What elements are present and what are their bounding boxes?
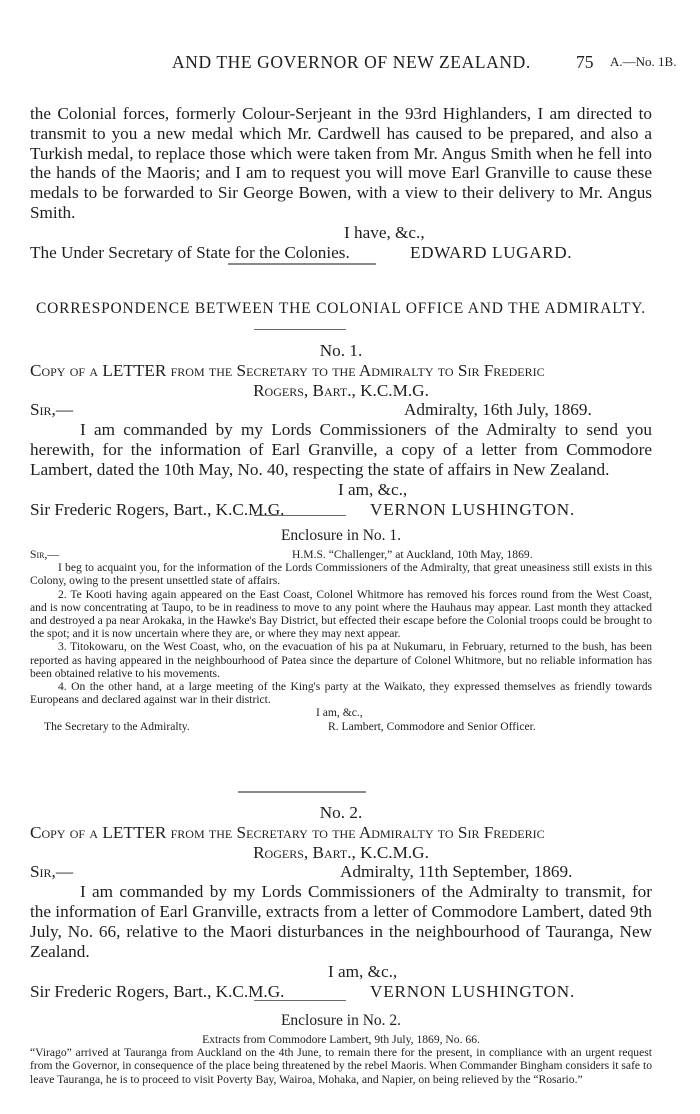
intro-signature: EDWARD LUGARD.: [410, 242, 573, 262]
enclosure-1-addressee: The Secretary to the Admiralty.: [44, 719, 190, 733]
enclosure-1-signature-row: [30, 720, 652, 733]
letter-2-body: I am commanded by my Lords Commissioners of the Admiralty to transmit, for the information of Earl Granville, extracts from a letter of Commodore Lambert, dated 9th July, No. 66, relative to the Maori disturbances in the neighbourhood of Tauranga, New Zealand.: [30, 882, 652, 961]
letter-1-salutation-row: [30, 400, 652, 420]
enclosure-1-salutation: Sir,—: [30, 548, 59, 561]
letter-1-body: I am commanded by my Lords Commissioners of the Admiralty to send you herewith, for the information of Earl Granville, a copy of a letter from Commodore Lambert, dated the 10th May, No. 40, respecting the state of affairs in New Zealand.: [30, 420, 652, 479]
letter-2-signature: VERNON LUSHINGTON.: [370, 981, 576, 1001]
enclosure-2-title: Enclosure in No. 2.: [280, 1012, 402, 1029]
enclosure-2-title-block: [30, 1012, 652, 1030]
letter-1-heading-line1: Copy of a LETTER from the Secretary to the Admiralty to Sir Frederic: [30, 360, 545, 380]
letter-2-closing: I am, &c.,: [328, 961, 398, 981]
document-reference: A.—No. 1B.: [610, 54, 677, 69]
divider: [254, 329, 346, 330]
enclosure-1-title: Enclosure in No. 1.: [280, 527, 402, 544]
intro-closing: I have, &c.,: [344, 222, 425, 242]
letter-1-addressee: Sir Frederic Rogers, Bart., K.C.M.G.: [30, 499, 285, 519]
intro-letter: [30, 104, 652, 263]
letter-2: [30, 803, 652, 1002]
running-header: [0, 52, 700, 74]
section-divider: [228, 263, 376, 265]
letter-1-place-date: Admiralty, 16th July, 1869.: [404, 400, 592, 420]
intro-closing-row: [30, 223, 652, 243]
letter-1-signature: VERNON LUSHINGTON.: [370, 499, 576, 519]
letter-2-closing-row: [30, 962, 652, 982]
letter-2-salutation-row: [30, 862, 652, 882]
enclosure-1: [30, 548, 652, 733]
letter-1-number: No. 1.: [319, 341, 363, 360]
intro-signature-row: [30, 243, 652, 263]
intro-addressee: The Under Secretary of State for the Colonies.: [30, 242, 350, 262]
letter-1-closing: I am, &c.,: [338, 479, 408, 499]
enclosure-1-paragraph-3: 3. Titokowaru, on the West Coast, who, on the evacuation of his pa at Nukumaru, in February, returned to the bush, has been reported as having appeared in the neighbourhood of Patea since the departure of Colonel Whitmore, but no reliable information has been obtained relative to his movements.: [30, 640, 652, 680]
letter-2-place-date: Admiralty, 11th September, 1869.: [340, 862, 573, 882]
header-title: AND THE GOVERNOR OF NEW ZEALAND.: [172, 52, 531, 72]
enclosure-1-place-date: H.M.S. “Challenger,” at Auckland, 10th May, 1869.: [292, 548, 533, 561]
letter-1-closing-row: [30, 480, 652, 500]
letter-2-addressee: Sir Frederic Rogers, Bart., K.C.M.G.: [30, 981, 285, 1001]
enclosure-2-subtitle: Extracts from Commodore Lambert, 9th July, 1869, No. 66.: [202, 1033, 480, 1046]
section-title: CORRESPONDENCE BETWEEN THE COLONIAL OFFICE AND THE ADMIRALTY.: [36, 300, 646, 317]
enclosure-1-paragraph-2: 2. Te Kooti having again appeared on the East Coast, Colonel Whitmore has removed his forces round from the West Coast, and is now concentrating at Taupo, to be in readiness to move to any point where the Hauhaus may appear. Last month they attacked and destroyed a pa near Arokaka, in the Hawke's Bay District, but effected their escape before the Colonial troops could be brought to the spot; and it is now uncertain where they are, or where they may next appear.: [30, 587, 652, 641]
enclosure-2-paragraph: “Virago” arrived at Tauranga from Auckland on the 4th June, to remain there for the present, in compliance with an urgent request from the Governor, in consequence of the place being threatened by the rebel Maoris. When Commander Bingham considers it safe to leave Tauranga, he is to proceed to visit Poverty Bay, Wairoa, Mohaka, and Napier, on being relieved by the “Rosario.”: [30, 1046, 652, 1086]
enclosure-1-salutation-row: [30, 548, 652, 561]
letter-2-heading-line2: Rogers, Bart., K.C.M.G.: [253, 842, 429, 862]
letter-1-salutation: Sir,—: [30, 400, 74, 420]
letter-2-salutation: Sir,—: [30, 862, 74, 882]
enclosure-1-signature: R. Lambert, Commodore and Senior Officer.: [328, 719, 536, 733]
letter-2-signature-row: [30, 982, 652, 1002]
divider: [238, 791, 366, 793]
letter-2-heading-line1: Copy of a LETTER from the Secretary to the Admiralty to Sir Frederic: [30, 822, 545, 842]
enclosure-1-closing-row: [30, 706, 652, 719]
page-number: 75: [576, 52, 594, 72]
divider: [254, 515, 346, 516]
enclosure-1-paragraph-1: I beg to acquaint you, for the information of the Lords Commissioners of the Admiralty, that great uneasiness still exists in this Colony, owing to the present unsettled state of affairs.: [30, 561, 652, 588]
intro-paragraph: the Colonial forces, formerly Colour-Serjeant in the 93rd Highlanders, I am directed to transmit to you a new medal which Mr. Cardwell has caused to be prepared, and also a Turkish medal, to replace those which were taken from Mr. Angus Smith when he fell into the hands of the Maoris; and I am to request you will move Earl Granville to cause these medals to be forwarded to Sir George Bowen, with a view to their delivery to Mr. Angus Smith.: [30, 104, 652, 222]
letter-1: [30, 341, 652, 520]
letter-1-heading-line2: Rogers, Bart., K.C.M.G.: [253, 380, 429, 400]
enclosure-2: [30, 1033, 652, 1086]
letter-1-signature-row: [30, 500, 652, 520]
divider: [254, 1000, 346, 1001]
enclosure-1-title-block: [30, 527, 652, 545]
letter-2-number: No. 2.: [319, 803, 363, 822]
enclosure-1-paragraph-4: 4. On the other hand, at a large meeting of the King's party at the Waikato, they expressed themselves as friendly towards Europeans and declared against war in their district.: [30, 680, 652, 707]
enclosure-1-closing: I am, &c.,: [316, 706, 363, 720]
